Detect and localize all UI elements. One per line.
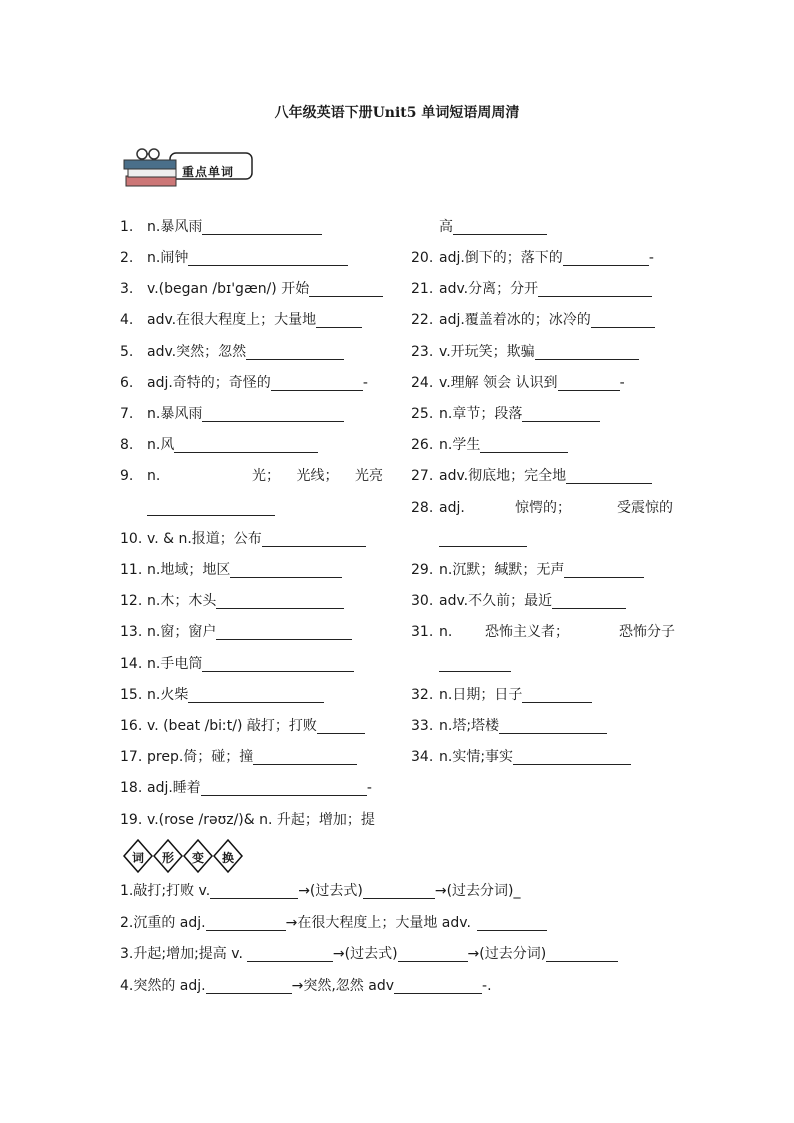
word-forms-badge bbox=[122, 838, 246, 878]
answer-blank[interactable] bbox=[262, 532, 366, 547]
answer-blank[interactable] bbox=[513, 750, 631, 765]
list-item bbox=[439, 656, 519, 672]
answer-blank[interactable] bbox=[363, 884, 435, 899]
badge-char: 形 bbox=[162, 851, 175, 865]
badge-label: 重点单词 bbox=[182, 165, 235, 179]
transform-row: 3.升起;增加;提高 v. →(过去式) →(过去分词) bbox=[120, 946, 618, 962]
answer-blank[interactable] bbox=[253, 750, 357, 765]
answer-blank[interactable] bbox=[216, 594, 344, 609]
answer-blank[interactable] bbox=[394, 979, 482, 994]
answer-blank[interactable] bbox=[499, 719, 607, 734]
badge-char: 换 bbox=[222, 851, 235, 865]
answer-blank[interactable] bbox=[316, 313, 362, 328]
badge-char: 词 bbox=[132, 851, 145, 865]
answer-blank[interactable] bbox=[188, 688, 324, 703]
list-item bbox=[147, 500, 277, 516]
transform-row: 1.敲打;打败 v. →(过去式) →(过去分词)_ bbox=[120, 883, 521, 899]
answer-blank[interactable] bbox=[477, 916, 547, 931]
answer-blank[interactable] bbox=[398, 947, 468, 962]
answer-blank[interactable] bbox=[317, 719, 365, 734]
answer-blank[interactable] bbox=[522, 407, 600, 422]
answer-blank[interactable] bbox=[591, 313, 655, 328]
answer-blank[interactable] bbox=[271, 376, 363, 391]
answer-blank[interactable] bbox=[230, 563, 342, 578]
answer-blank[interactable] bbox=[309, 282, 383, 297]
answer-blank[interactable] bbox=[174, 438, 318, 453]
answer-blank[interactable] bbox=[453, 220, 547, 235]
answer-blank[interactable] bbox=[206, 979, 292, 994]
answer-blank[interactable] bbox=[535, 345, 639, 360]
answer-blank[interactable] bbox=[522, 688, 592, 703]
answer-blank[interactable] bbox=[202, 657, 354, 672]
transform-row: 2.沉重的 adj. →在很大程度上；大量地 adv. bbox=[120, 915, 547, 931]
answer-blank[interactable] bbox=[439, 532, 527, 547]
answer-blank[interactable] bbox=[538, 282, 652, 297]
answer-blank[interactable] bbox=[558, 376, 620, 391]
answer-blank[interactable] bbox=[480, 438, 568, 453]
answer-blank[interactable] bbox=[563, 251, 649, 266]
answer-blank[interactable] bbox=[246, 345, 344, 360]
answer-blank[interactable] bbox=[210, 884, 298, 899]
answer-blank[interactable] bbox=[147, 501, 275, 516]
answer-blank[interactable] bbox=[546, 947, 618, 962]
list-item: 高 bbox=[439, 219, 579, 235]
badge-char: 变 bbox=[192, 851, 205, 865]
answer-blank[interactable] bbox=[206, 916, 286, 931]
answer-blank[interactable] bbox=[202, 220, 322, 235]
answer-blank[interactable] bbox=[247, 947, 333, 962]
transform-row: 4.突然的 adj. →突然,忽然 adv -. bbox=[120, 978, 492, 994]
answer-blank[interactable] bbox=[188, 251, 348, 266]
answer-blank[interactable] bbox=[439, 657, 511, 672]
answer-blank[interactable] bbox=[202, 407, 344, 422]
answer-blank[interactable] bbox=[566, 469, 652, 484]
list-item bbox=[439, 531, 539, 547]
answer-blank[interactable] bbox=[552, 594, 626, 609]
answer-blank[interactable] bbox=[564, 563, 644, 578]
answer-blank[interactable] bbox=[216, 625, 352, 640]
page-title: 八年级英语下册Unit5 单词短语周周清 bbox=[274, 105, 520, 121]
answer-blank[interactable] bbox=[201, 781, 367, 796]
